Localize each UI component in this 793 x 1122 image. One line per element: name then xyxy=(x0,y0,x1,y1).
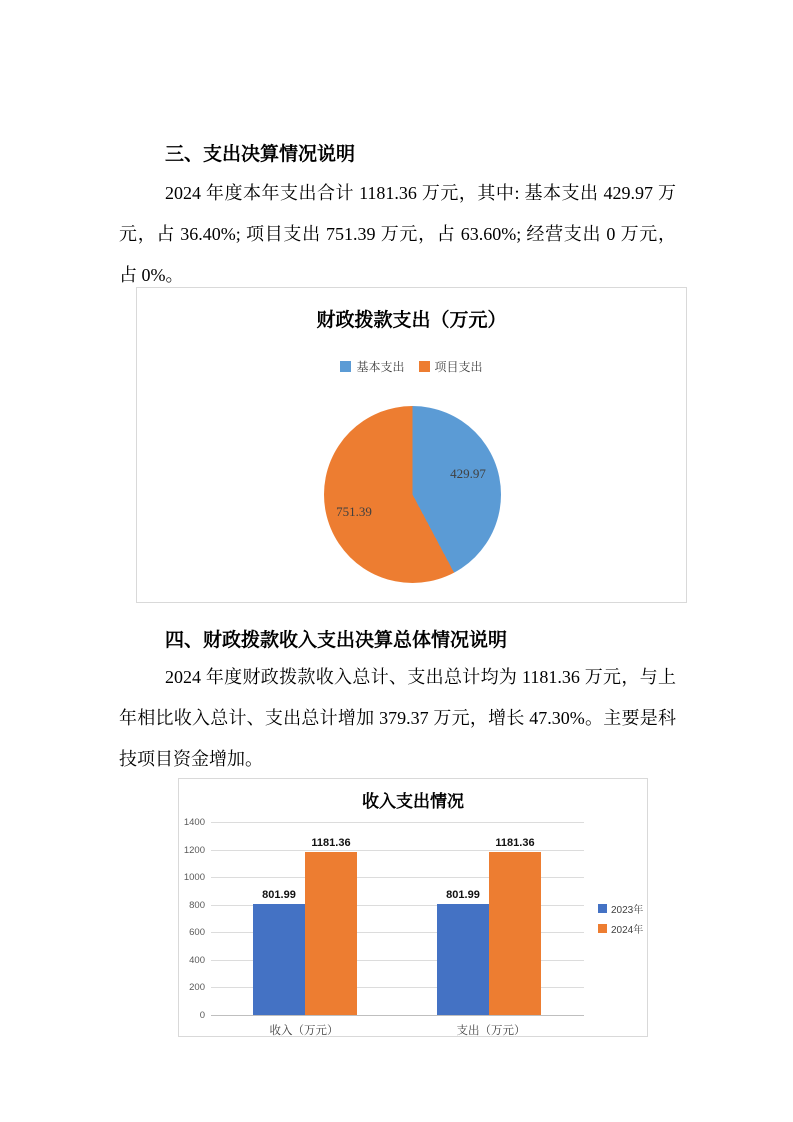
bar-legend-label: 2023年 xyxy=(611,905,644,916)
bar-value-label: 801.99 xyxy=(446,889,480,902)
bar-value-label: 1181.36 xyxy=(311,837,351,850)
gridline-0 xyxy=(211,1015,584,1016)
section4-heading: 四、财政拨款收入支出决算总体情况说明 xyxy=(165,630,508,651)
bar-legend-item-2023 xyxy=(598,901,643,916)
legend-swatch-icon xyxy=(598,924,607,933)
y-axis-tick-600: 600 xyxy=(189,927,205,939)
bar-chart-container xyxy=(178,778,648,1037)
y-axis-tick-1400: 1400 xyxy=(183,817,205,828)
gridline-1200 xyxy=(211,850,584,851)
pie-legend-item-project xyxy=(419,358,483,375)
x-category-label-expense: 支出（万元） xyxy=(456,1025,526,1037)
y-axis-tick-1200: 1200 xyxy=(183,844,205,856)
bar-value-label: 801.99 xyxy=(262,889,296,902)
section3-heading: 三、支出决算情况说明 xyxy=(165,144,356,165)
pie-graphic xyxy=(324,406,501,583)
y-axis-tick-800: 800 xyxy=(189,899,205,911)
pie-legend-label: 项目支出 xyxy=(434,360,483,374)
pie-chart-container xyxy=(136,287,687,603)
legend-swatch-icon xyxy=(598,904,607,913)
y-axis-tick-0: 0 xyxy=(199,1010,205,1021)
bar-chart-legend xyxy=(598,901,643,936)
bar-legend-item-2024 xyxy=(598,921,643,936)
y-axis-tick-200: 200 xyxy=(189,982,205,994)
legend-swatch-icon xyxy=(419,361,430,372)
pie-value-label-basic: 429.97 xyxy=(450,466,486,481)
bar-2023年-收入（万元） xyxy=(253,904,305,1015)
y-axis-tick-400: 400 xyxy=(189,954,205,966)
pie-chart-title: 财政拨款支出（万元） xyxy=(316,310,507,331)
legend-swatch-icon xyxy=(340,361,351,372)
bar-plot-area xyxy=(183,817,584,1037)
pie-legend-label: 基本支出 xyxy=(356,360,405,374)
bar-value-label: 1181.36 xyxy=(495,837,535,850)
pie-chart-legend xyxy=(137,358,686,375)
bar-2024年-支出（万元） xyxy=(489,852,541,1015)
gridline-1400 xyxy=(211,822,584,823)
y-axis-tick-1000: 1000 xyxy=(183,872,205,884)
bar-legend-label: 2024年 xyxy=(611,925,644,936)
section3-paragraph: 2024 年度本年支出合计 1181.36 万元，其中: 基本支出 429.97 万元，占 36.40%; 项目支出 751.39 万元，占 63.60%; 经营支出 0 万元，占 0%。 xyxy=(119,183,676,285)
x-category-label-income: 收入（万元） xyxy=(269,1025,339,1037)
bar-chart-title: 收入支出情况 xyxy=(362,792,464,811)
section4-paragraph: 2024 年度财政拨款收入总计、支出总计均为 1181.36 万元，与上年相比收入总计、支出总计增加 379.37 万元，增长 47.30%。主要是科技项目资金增加。 xyxy=(119,667,676,769)
pie-legend-item-basic xyxy=(340,358,404,375)
pie-value-label-project: 751.39 xyxy=(336,504,372,519)
bar-2024年-收入（万元） xyxy=(305,852,357,1015)
bar-2023年-支出（万元） xyxy=(437,904,489,1015)
